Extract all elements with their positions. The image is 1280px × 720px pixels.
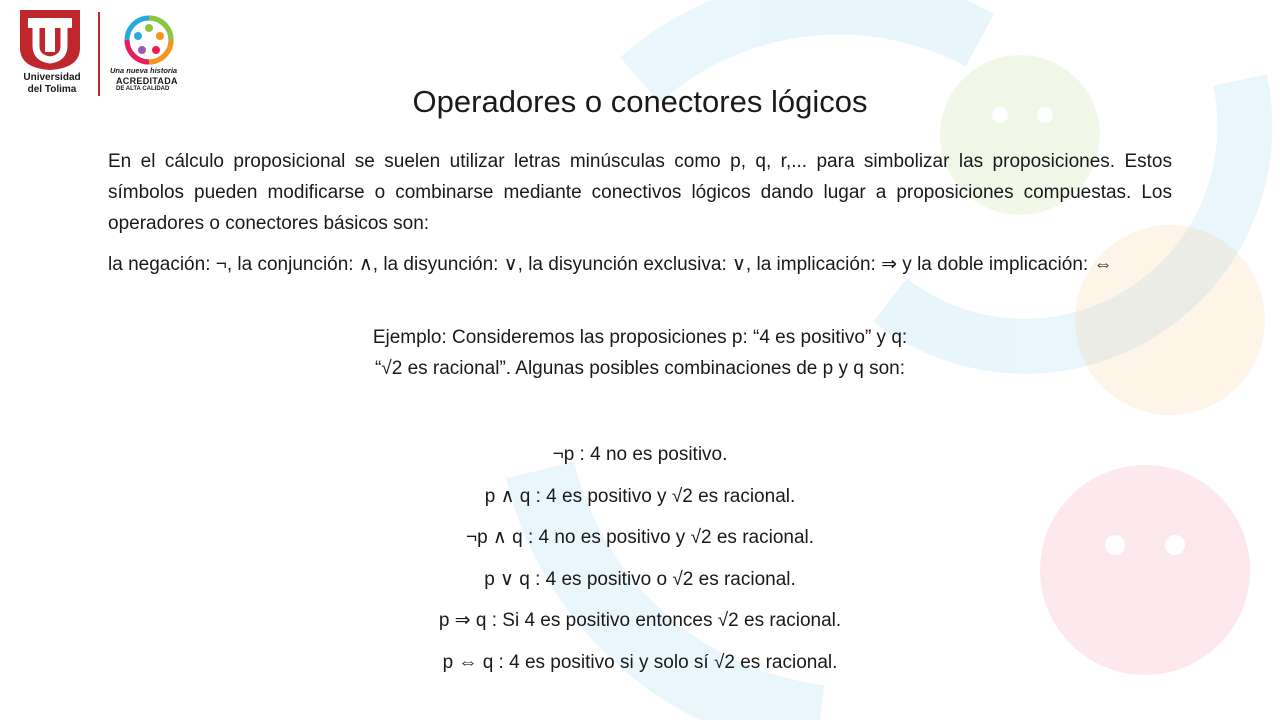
combination-item: p ⇒ q : Si 4 es positivo entonces √2 es racional. [438, 610, 842, 631]
operators-paragraph: la negación: ¬, la conjunción: ∧, la disyunción: ∨, la disyunción exclusiva: ∨, la implicación: ⇒ y la doble implicación: ⇔ [108, 254, 1113, 275]
universidad-del-tolima-logo [14, 10, 86, 70]
combination-item: p ∧ q : 4 es positivo y √2 es racional. [484, 485, 796, 507]
slide-body [108, 146, 1172, 280]
accreditation-logo [120, 14, 178, 66]
example-line: Ejemplo: Consideremos las proposiciones p: “4 es positivo” y q: [372, 327, 908, 348]
example-block [0, 322, 1280, 384]
accreditation-badge: ACREDITADA DE ALTA CALIDAD [116, 76, 178, 92]
accreditation-tagline: Una nueva historia [110, 66, 178, 75]
combination-item: ¬p : 4 no es positivo. [552, 444, 728, 465]
slide-title: Operadores o conectores lógicos [412, 84, 868, 119]
combination-item: p ⇔ q : 4 es positivo si y solo sí √2 es racional. [442, 651, 838, 673]
intro-paragraph: En el cálculo proposicional se suelen utilizar letras minúsculas como p, q, r,... para simbolizar las proposiciones. Estos símbolos pueden modificarse o combinarse mediante conectivos lógicos dando lugar a proposiciones compuestas. Los operadores o conectores básicos son: [108, 151, 1172, 234]
university-name: Universidad del Tolima [23, 72, 81, 95]
combinations-list [0, 434, 1280, 683]
combination-item: p ∨ q : 4 es positivo o √2 es racional. [484, 568, 796, 590]
example-line: “√2 es racional”. Algunas posibles combinaciones de p y q son: [374, 358, 906, 379]
combination-item: ¬p ∧ q : 4 no es positivo y √2 es racional. [465, 527, 815, 548]
